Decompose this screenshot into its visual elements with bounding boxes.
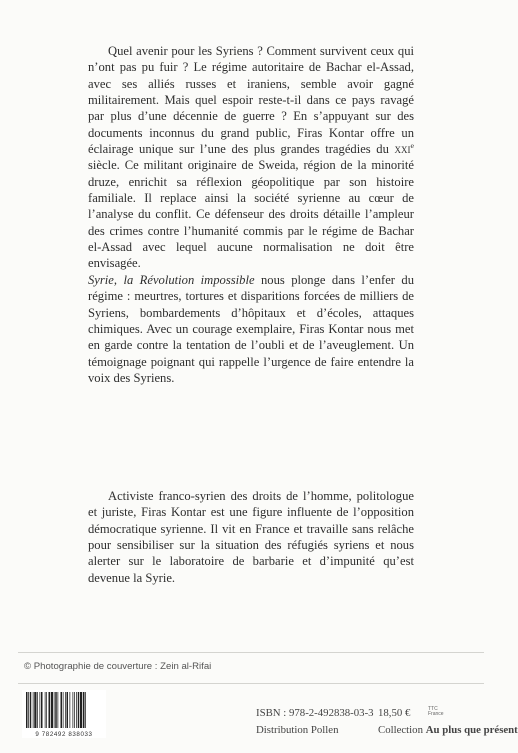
barcode-bar	[33, 692, 34, 728]
barcode-bar	[83, 692, 85, 728]
distribution-label: Distribution Pollen	[256, 724, 339, 736]
barcode-bar	[67, 692, 69, 728]
collection-prefix: Collection	[378, 724, 426, 736]
author-bio-text: Activiste franco-syrien des droits de l’homme, politologue et juriste, Firas Kontar est une figure influente de l’opposition démocratique syrienne. Il vit en France et travaille sans relâche pour sensibiliser sur la situation des réfugiés syriens et nous alerter sur le laboratoire de barbarie et d’impunité qu’est devenue la Syrie.	[88, 489, 414, 585]
collection-label	[378, 724, 518, 736]
barcode-bar	[37, 692, 38, 728]
barcode-bar	[70, 692, 71, 728]
barcode-bar	[26, 692, 28, 728]
barcode-bar	[61, 692, 63, 728]
isbn-number: ISBN : 978-2-492838-03-3	[256, 707, 374, 719]
barcode-bar	[30, 692, 32, 728]
barcode-bar	[63, 692, 64, 728]
barcode-bar	[51, 692, 53, 728]
barcode-bar	[49, 692, 51, 728]
collection-name: Au plus que présent	[425, 724, 518, 736]
barcode-bar	[45, 692, 46, 728]
barcode-bar	[41, 692, 43, 728]
century-superscript: e	[410, 140, 414, 150]
author-bio-paragraph	[88, 488, 414, 586]
photo-credit: © Photographie de couverture : Zein al-Rifai	[24, 661, 212, 672]
barcode-bar	[80, 692, 82, 728]
summary-intro: Quel avenir pour les Syriens ? Comment survivent ceux qui n’ont pas pu fuir ? Le régime autoritaire de Bachar el-Assad, avec ses alliés russes et iraniens, semble avoir gagné militairement. Mais quel espoir reste-t-il dans ce pays ravagé par plus d’une décennie de guerre ? En s’appuyant sur des documents inconnus du grand public, Firas Kontar offre un éclairage unique sur l’une des plus grandes tragédies du	[88, 44, 414, 157]
barcode-bar	[65, 692, 66, 728]
barcode-bar	[46, 692, 47, 728]
book-title: Syrie, la Révolution impossible	[88, 272, 255, 287]
barcode-bar	[34, 692, 36, 728]
century-numeral: xxi	[394, 142, 411, 157]
barcode-bar	[76, 692, 77, 728]
barcode-bar	[78, 692, 80, 728]
barcode-bar	[55, 692, 57, 728]
price-ttc-text: TTC France	[428, 706, 444, 717]
summary-closing: nous plonge dans l’enfer du régime : meurtres, tortures et disparitions forcées de milliers de Syriens, bombardements d’hôpitaux et d’écoles, attaques chimiques. Avec un courage exemplaire, Firas Kontar nous met en garde contre la tentation de l’oubli et de l’aveuglement. Un témoignage poignant qui rappelle l’urgence de faire entendre la voix des Syriens.	[88, 272, 414, 385]
barcode-bar	[85, 692, 86, 728]
barcode-digits: 9 782492 838033	[35, 731, 93, 738]
price-label: 18,50 €	[378, 707, 411, 719]
footer-divider-bottom	[18, 683, 484, 684]
price-ttc-note	[428, 707, 442, 717]
barcode-bar	[58, 692, 59, 728]
footer-divider-top	[18, 652, 484, 653]
summary-text	[88, 43, 414, 386]
barcode-bar	[40, 692, 41, 728]
summary-after-century: siècle. Ce militant originaire de Sweida, région de la minorité druze, enrichit sa réflexion géopolitique par son histoire familiale. Il replace ainsi la société syrienne au cœur de l’analyse du conflit. Ce défenseur des droits détaille l’ampleur des crimes contre l’humanité commis par le régime de Bachar el-Assad avec lequel aucune normalisation ne doit être envisagée.	[88, 158, 414, 271]
barcode-bar	[73, 692, 74, 728]
barcode	[22, 690, 106, 738]
summary-paragraph	[88, 43, 414, 386]
barcode-bar	[28, 692, 29, 728]
barcode-bars-icon	[22, 690, 106, 730]
barcode-bar	[54, 692, 55, 728]
barcode-bar	[74, 692, 75, 728]
